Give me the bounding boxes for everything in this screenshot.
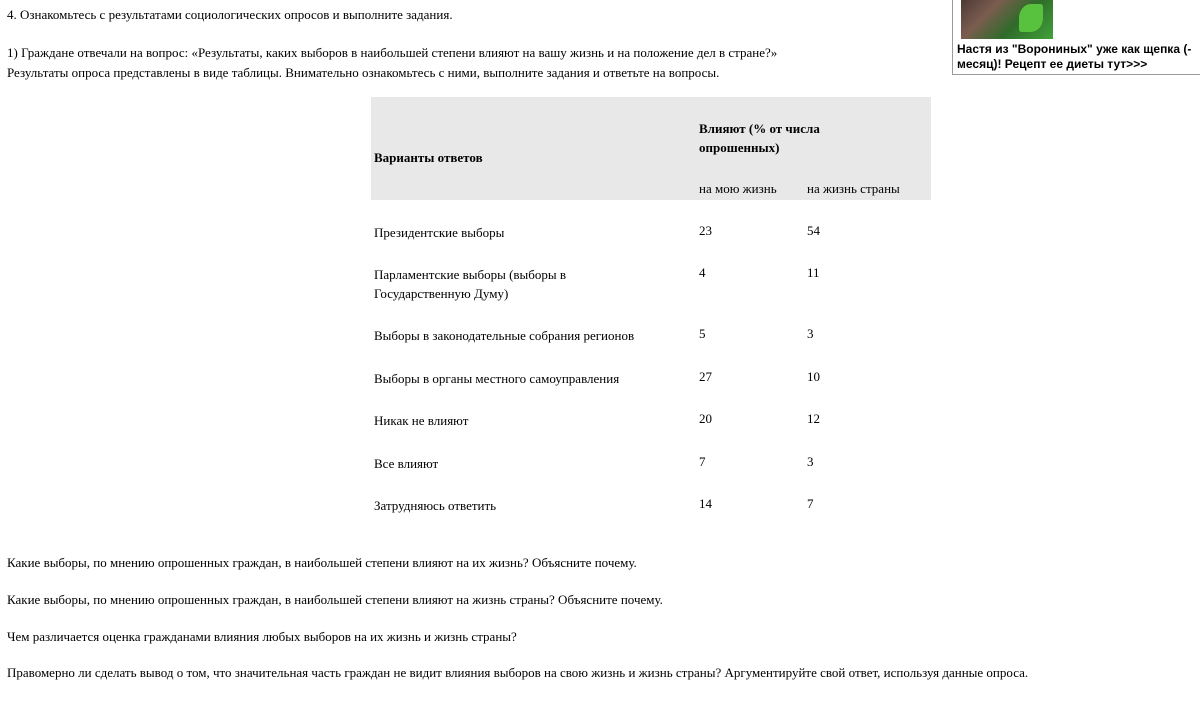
table-cell-country: 10 <box>807 369 820 384</box>
table-cell-my-life: 5 <box>699 326 706 341</box>
table-cell-my-life: 14 <box>699 496 712 511</box>
table-row-label: Выборы в органы местного самоуправления <box>374 371 620 386</box>
question-1-text <box>7 43 777 83</box>
table-cell-my-life: 20 <box>699 411 712 426</box>
table-row-label-line1: Парламентские выборы (выборы в <box>374 267 567 282</box>
table-header-affect-line2: опрошенных) <box>699 140 780 155</box>
question-1-line1: 1) Граждане отвечали на вопрос: «Результаты, каких выборов в наибольшей степени влияют на вашу жизнь и на положение дел в стране?» <box>7 45 778 60</box>
table-cell-my-life: 4 <box>699 265 706 280</box>
table-cell-my-life: 7 <box>699 454 706 469</box>
table-row-label <box>374 265 566 303</box>
table-header-affect-line1: Влияют (% от числа <box>699 121 820 136</box>
table-cell-country: 3 <box>807 326 814 341</box>
question-item: Какие выборы, по мнению опрошенных граждан, в наибольшей степени влияют на жизнь страны? Объясните почему. <box>7 592 663 607</box>
table-row-label: Затрудняюсь ответить <box>374 498 497 513</box>
table-header-variants: Варианты ответов <box>374 150 483 165</box>
table-row-label: Президентские выборы <box>374 225 505 240</box>
question-item: Какие выборы, по мнению опрошенных граждан, в наибольшей степени влияют на их жизнь? Объясните почему. <box>7 555 637 570</box>
table-header-affect <box>699 119 849 157</box>
question-item: Правомерно ли сделать вывод о том, что значительная часть граждан не видит влияния выборов на свою жизнь и жизнь страны? Аргументируйте свой ответ, используя данные опроса. <box>7 665 1029 680</box>
table-cell-country: 7 <box>807 496 814 511</box>
task-intro: 4. Ознакомьтесь с результатами социологических опросов и выполните задания. <box>7 7 453 22</box>
table-subheader-country: на жизнь страны <box>807 181 900 196</box>
table-cell-country: 3 <box>807 454 814 469</box>
table-row-label: Выборы в законодательные собрания регионов <box>374 328 635 343</box>
table-cell-my-life: 23 <box>699 223 712 238</box>
table-row-label: Все влияют <box>374 456 439 471</box>
table-cell-country: 12 <box>807 411 820 426</box>
question-1-line2: Результаты опроса представлены в виде таблицы. Внимательно ознакомьтесь с ними, выполните задания и ответьте на вопросы. <box>7 65 720 80</box>
ad-link-text[interactable] <box>957 42 1191 72</box>
table-row-label-line2: Государственную Думу) <box>374 286 509 301</box>
question-item: Чем различается оценка гражданами влияния любых выборов на их жизнь и жизнь страны? <box>7 629 517 644</box>
table-cell-country: 11 <box>807 265 820 280</box>
ad-photo-thumbnail[interactable] <box>961 0 1053 39</box>
ad-line2[interactable]: месяц)! Рецепт ее диеты тут>>> <box>957 57 1148 71</box>
ad-banner[interactable] <box>952 0 1200 75</box>
table-cell-country: 54 <box>807 223 820 238</box>
table-cell-my-life: 27 <box>699 369 712 384</box>
table-row-label: Никак не влияют <box>374 413 469 428</box>
table-subheader-my-life: на мою жизнь <box>699 181 777 196</box>
ad-line1[interactable]: Настя из "Ворониных" уже как щепка (- <box>957 42 1192 56</box>
ad-leaf-decoration <box>1019 4 1043 32</box>
